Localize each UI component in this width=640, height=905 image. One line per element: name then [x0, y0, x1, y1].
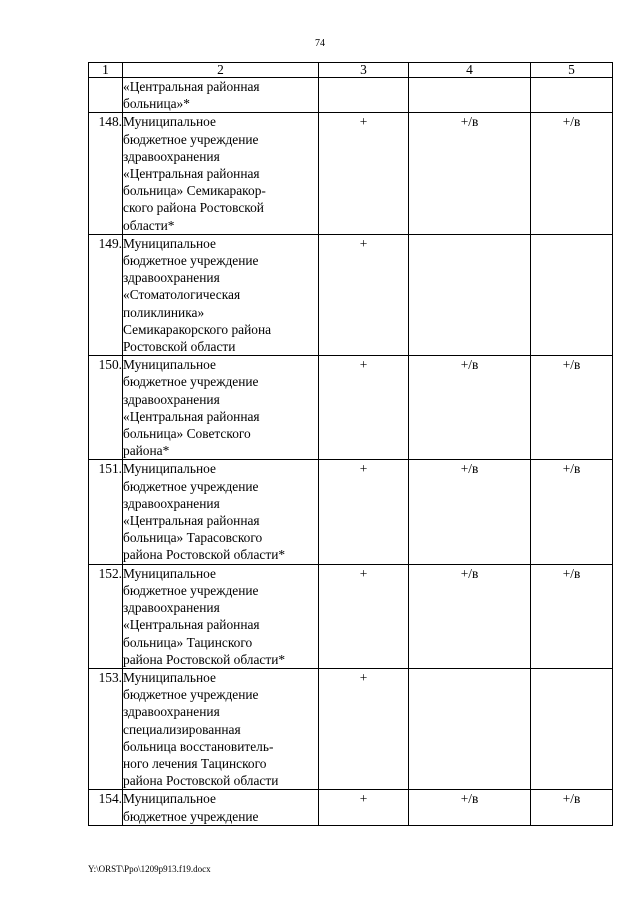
- institution-name-line: Муниципальное: [123, 114, 216, 130]
- institution-name-line: бюджетное учреждение: [123, 374, 259, 390]
- mark-c4: +/в: [409, 460, 531, 564]
- institution-name-line: ного лечения Тацинского: [123, 755, 267, 771]
- mark-c5: +/в: [531, 356, 613, 460]
- mark-c5: [531, 234, 613, 355]
- institution-name-line: «Центральная районная: [123, 408, 260, 424]
- row-number: [89, 78, 123, 113]
- table-row: [89, 356, 613, 460]
- row-number: 150.: [89, 356, 123, 460]
- institution-name-line: района*: [123, 443, 170, 459]
- institution-name-line: поликлиника»: [123, 304, 205, 320]
- mark-c4: +/в: [409, 356, 531, 460]
- table-row: [89, 564, 613, 668]
- data-table: [88, 62, 613, 826]
- mark-c4: [409, 78, 531, 113]
- institution-name-line: «Центральная районная: [123, 166, 260, 182]
- table-header-row: [89, 63, 613, 78]
- institution-name-line: Семикаракорского района: [123, 321, 272, 337]
- row-number: 152.: [89, 564, 123, 668]
- institution-name-line: Муниципальное: [123, 461, 216, 477]
- institution-name: [123, 113, 319, 234]
- mark-c3: +: [319, 356, 409, 460]
- institution-name-line: здравоохранения: [123, 270, 220, 286]
- mark-c4: +/в: [409, 564, 531, 668]
- institution-name-line: больница» Семикаракор-: [123, 183, 266, 199]
- mark-c3: +: [319, 234, 409, 355]
- institution-name-line: Муниципальное: [123, 357, 216, 373]
- institution-name-line: здравоохранения: [123, 391, 220, 407]
- institution-name-line: района Ростовской области: [123, 773, 279, 789]
- table-body: [89, 78, 613, 826]
- mark-c3: [319, 78, 409, 113]
- header-col-2: 2: [123, 63, 319, 78]
- institution-name-line: Муниципальное: [123, 669, 216, 685]
- institution-name-line: района Ростовской области*: [123, 547, 286, 563]
- institution-name-line: больница» Тацинского: [123, 634, 253, 650]
- institution-name-line: ского района Ростовской: [123, 200, 264, 216]
- file-path-footer: Y:\ORST\Ppo\1209p913.f19.docx: [88, 864, 211, 874]
- institution-name-line: больница восстановитель-: [123, 738, 274, 754]
- table-row: [89, 668, 613, 789]
- row-number: 149.: [89, 234, 123, 355]
- institution-name: [123, 460, 319, 564]
- header-col-5: 5: [531, 63, 613, 78]
- page-number: 74: [315, 38, 325, 49]
- table-row: [89, 790, 613, 825]
- table-row: [89, 234, 613, 355]
- header-col-3: 3: [319, 63, 409, 78]
- institution-name-line: бюджетное учреждение: [123, 253, 259, 269]
- mark-c5: [531, 78, 613, 113]
- institution-name-line: Муниципальное: [123, 565, 216, 581]
- header-col-1: 1: [89, 63, 123, 78]
- institution-name-line: больница»*: [123, 96, 190, 112]
- institution-name-line: района Ростовской области*: [123, 651, 286, 667]
- institution-name: [123, 356, 319, 460]
- institution-name: [123, 668, 319, 789]
- institution-name: [123, 78, 319, 113]
- institution-name-line: «Стоматологическая: [123, 287, 241, 303]
- institution-name-line: здравоохранения: [123, 600, 220, 616]
- institution-name-line: бюджетное учреждение: [123, 687, 259, 703]
- mark-c4: [409, 668, 531, 789]
- institution-name-line: Ростовской области: [123, 339, 236, 355]
- table-row: [89, 460, 613, 564]
- mark-c3: +: [319, 113, 409, 234]
- mark-c4: [409, 234, 531, 355]
- mark-c5: +/в: [531, 460, 613, 564]
- row-number: 148.: [89, 113, 123, 234]
- mark-c5: +/в: [531, 790, 613, 825]
- institution-name-line: Муниципальное: [123, 235, 216, 251]
- header-col-4: 4: [409, 63, 531, 78]
- mark-c5: [531, 668, 613, 789]
- row-number: 151.: [89, 460, 123, 564]
- mark-c4: +/в: [409, 790, 531, 825]
- mark-c4: +/в: [409, 113, 531, 234]
- mark-c3: +: [319, 460, 409, 564]
- institution-name-line: «Центральная районная: [123, 617, 260, 633]
- institution-name-line: здравоохранения: [123, 704, 220, 720]
- institution-name-line: бюджетное учреждение: [123, 808, 259, 824]
- institution-name: [123, 234, 319, 355]
- institution-name-line: больница» Тарасовского: [123, 530, 263, 546]
- institution-name-line: специализированная: [123, 721, 241, 737]
- mark-c5: +/в: [531, 113, 613, 234]
- row-number: 153.: [89, 668, 123, 789]
- institution-name-line: бюджетное учреждение: [123, 131, 259, 147]
- institution-name-line: области*: [123, 217, 175, 233]
- mark-c3: +: [319, 790, 409, 825]
- mark-c3: +: [319, 564, 409, 668]
- table-row: [89, 113, 613, 234]
- mark-c5: +/в: [531, 564, 613, 668]
- institution-name-line: «Центральная районная: [123, 79, 260, 94]
- institution-name-line: здравоохранения: [123, 495, 220, 511]
- institution-name-line: Муниципальное: [123, 791, 216, 807]
- institution-name-line: здравоохранения: [123, 148, 220, 164]
- row-number: 154.: [89, 790, 123, 825]
- institution-name-line: больница» Советского: [123, 426, 251, 442]
- institution-name: [123, 564, 319, 668]
- institution-name-line: бюджетное учреждение: [123, 582, 259, 598]
- institution-name-line: «Центральная районная: [123, 513, 260, 529]
- table-row: [89, 78, 613, 113]
- institution-name-line: бюджетное учреждение: [123, 478, 259, 494]
- institution-name: [123, 790, 319, 825]
- mark-c3: +: [319, 668, 409, 789]
